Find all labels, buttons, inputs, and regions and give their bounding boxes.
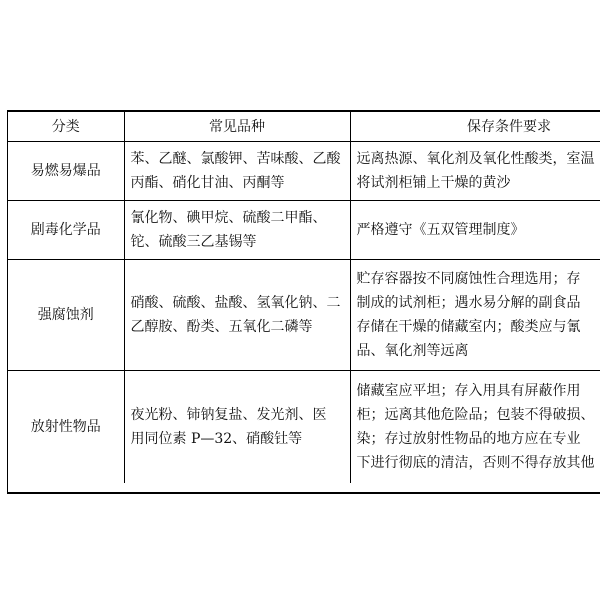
text-line: 丙酯、硝化甘油、丙酮等 [130,175,285,191]
text-line: 乙醇胺、酚类、五氧化二磷等 [130,319,313,335]
category-cell: 易燃易爆品 [8,142,124,201]
text-line: 染；存过放射性物品的地方应在专业 [356,431,581,447]
table-row [8,260,600,371]
text-line: 氰化物、碘甲烷、硫酸二甲酯、 [130,210,327,226]
text-line: 铊、硫酸三乙基锡等 [130,234,257,250]
text-line: 贮存容器按不同腐蚀性合理选用；存 [356,271,581,287]
chemical-storage-table [7,110,600,494]
text-line: 存储在干燥的储藏室内；酸类应与氰 [356,319,581,335]
conditions-cell [350,260,600,371]
header-conditions: 保存条件要求 [350,112,600,142]
category-cell: 剧毒化学品 [8,201,124,260]
text-line: 夜光粉、铈钠复盐、发光剂、医 [130,407,327,423]
category-cell: 强腐蚀剂 [8,260,124,371]
header-row [8,112,600,142]
text-line: 用同位素 P—32、硝酸钍等 [130,431,303,447]
text-line: 远离热源、氧化剂及氧化性酸类，室温 [356,151,595,167]
text-line: 硝酸、硫酸、盐酸、氢氧化钠、二 [130,295,341,311]
text-line: 严格遵守《五双管理制度》 [356,222,525,238]
text-line: 将试剂柜铺上干燥的黄沙 [356,175,511,191]
varieties-cell [124,201,350,260]
text-line: 苯、乙醚、氯酸钾、苦味酸、乙酸 [130,151,341,167]
storage-table [8,112,600,483]
varieties-cell [124,260,350,371]
varieties-cell [124,371,350,484]
conditions-cell [350,201,600,260]
table-row [8,371,600,484]
header-varieties: 常见品种 [124,112,350,142]
text-line: 储藏室应平坦；存入用具有屏蔽作用 [356,383,581,399]
text-line: 品、氧化剂等远离 [356,343,469,359]
header-category: 分类 [8,112,124,142]
text-line: 下进行彻底的清洁，否则不得存放其他 [356,455,595,471]
table-row [8,201,600,260]
table-row [8,142,600,201]
text-line: 柜；远离其他危险品；包装不得破损、 [356,407,595,423]
conditions-cell [350,142,600,201]
varieties-cell [124,142,350,201]
category-cell: 放射性物品 [8,371,124,484]
conditions-cell [350,371,600,484]
text-line: 制成的试剂柜；遇水易分解的副食品 [356,295,581,311]
